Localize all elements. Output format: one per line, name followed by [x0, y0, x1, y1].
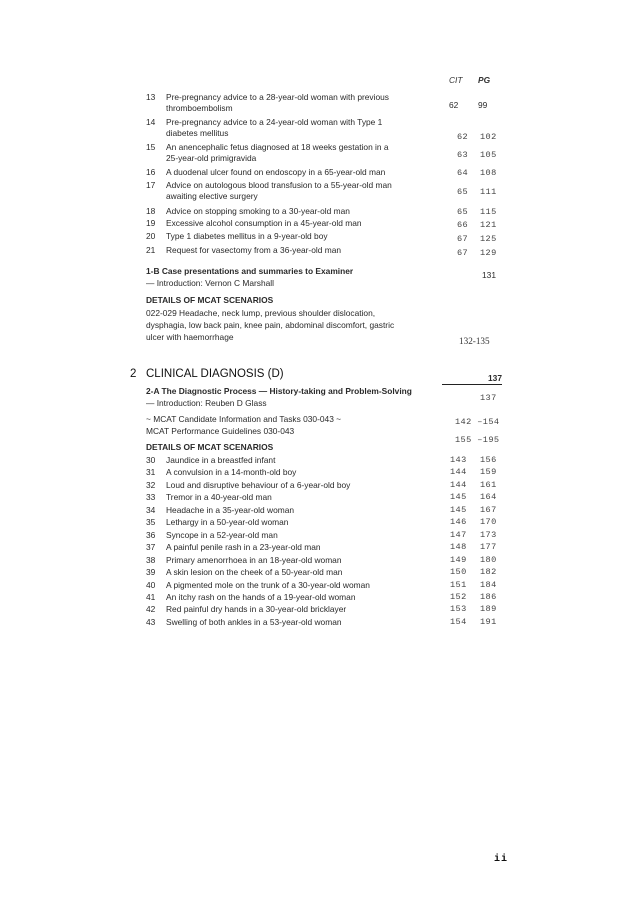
item-number: 38 [146, 554, 156, 565]
item-number: 21 [146, 245, 156, 255]
item-number: 31 [146, 467, 156, 478]
item-title: A painful penile rash in a 23-year-old man [166, 542, 321, 553]
item-number: 43 [146, 616, 156, 627]
item-pg: 105 [480, 150, 497, 160]
item-title-cont: diabetes mellitus [166, 128, 229, 138]
item-cit: 150 [450, 567, 467, 577]
col-header-cit: CIT [449, 75, 463, 85]
item-title-cont: thromboembolism [166, 103, 233, 113]
item-number: 37 [146, 542, 156, 553]
item-title-cont: 25-year-old primigravida [166, 153, 257, 163]
item-pg: 161 [480, 479, 497, 490]
item-cit: 65 [457, 187, 469, 197]
item-cit: 146 [450, 517, 467, 528]
item-title: Tremor in a 40-year-old man [166, 492, 272, 503]
section-title-pg-value: 137 [442, 373, 502, 385]
item-number: 30 [146, 455, 156, 465]
item-cit: 153 [450, 604, 467, 615]
details-pg: 132-135 [459, 336, 490, 346]
item-cit: 67 [457, 248, 469, 258]
item-title: Request for vasectomy from a 36-year-old man [166, 245, 342, 255]
item-pg: 170 [480, 517, 497, 528]
section-number: 2 [130, 368, 137, 380]
item-cit: 144 [450, 479, 467, 490]
item-number: 18 [146, 206, 156, 216]
item-cit: 66 [457, 220, 469, 230]
item-pg: 102 [480, 132, 497, 142]
item-cit: 148 [450, 542, 467, 553]
item-title: Type 1 diabetes mellitus in a 9-year-old boy [166, 231, 328, 241]
item-number: 14 [146, 117, 156, 127]
case-pg: 131 [482, 270, 496, 280]
item-cit: 145 [450, 504, 467, 515]
item-number: 16 [146, 167, 156, 177]
item-cit: 145 [450, 492, 467, 503]
item-cit: 62 [457, 132, 469, 142]
details-heading: DETAILS OF MCAT SCENARIOS [146, 442, 274, 452]
item-title: Headache in a 35-year-old woman [166, 504, 295, 515]
item-cit: 62 [449, 100, 459, 110]
item-title: Advice on stopping smoking to a 30-year-old man [166, 206, 350, 216]
col-header-pg: PG [478, 75, 491, 85]
item-number: 36 [146, 529, 156, 540]
item-pg: 184 [480, 579, 497, 590]
item-number: 17 [146, 180, 156, 190]
item-pg: 182 [480, 567, 497, 577]
item-title: An itchy rash on the hands of a 19-year-old woman [166, 592, 356, 602]
item-cit: 152 [450, 592, 467, 602]
item-pg: 180 [480, 554, 497, 565]
item-cit: 149 [450, 554, 467, 565]
item-title: A pigmented mole on the trunk of a 30-year-old woman [166, 579, 370, 590]
item-number: 33 [146, 492, 156, 503]
mcat-info-line: ~ MCAT Candidate Information and Tasks 030-043 ~ [146, 414, 342, 424]
item-title: Syncope in a 52-year-old man [166, 529, 278, 540]
section-title: CLINICAL DIAGNOSIS (D) [146, 368, 284, 380]
item-title: Jaundice in a breastfed infant [166, 455, 276, 465]
item-pg: 99 [478, 100, 488, 110]
item-pg: 108 [480, 168, 497, 178]
item-cit: 64 [457, 168, 469, 178]
item-title-cont: awaiting elective surgery [166, 191, 258, 201]
item-cit: 154 [450, 616, 467, 627]
item-title: A convulsion in a 14-month-old boy [166, 467, 297, 478]
item-pg: 173 [480, 529, 497, 540]
item-pg: 189 [480, 604, 497, 615]
item-pg: 191 [480, 616, 497, 627]
item-title: Primary amenorrhoea in an 18-year-old woman [166, 554, 342, 565]
item-number: 15 [146, 142, 156, 152]
item-title: Advice on autologous blood transfusion to a 55-year-old man [166, 180, 392, 190]
details-text: ulcer with haemorrhage [146, 332, 234, 342]
item-number: 40 [146, 579, 156, 590]
item-pg: 115 [480, 207, 497, 217]
item-number: 39 [146, 567, 156, 577]
item-number: 19 [146, 218, 156, 228]
item-pg: 125 [480, 234, 497, 244]
item-title: Loud and disruptive behaviour of a 6-year-old boy [166, 479, 351, 490]
item-cit: 63 [457, 150, 469, 160]
item-cit: 143 [450, 455, 467, 465]
item-number: 32 [146, 479, 156, 490]
item-number: 13 [146, 92, 156, 102]
item-pg: 164 [480, 492, 497, 503]
item-title: An anencephalic fetus diagnosed at 18 weeks gestation in a [166, 142, 389, 152]
mcat-guidelines-line: MCAT Performance Guidelines 030-043 [146, 426, 295, 436]
item-cit: 151 [450, 579, 467, 590]
item-cit: 147 [450, 529, 467, 540]
item-number: 41 [146, 592, 156, 602]
case-heading: 1-B Case presentations and summaries to Examiner [146, 266, 354, 276]
item-pg: 186 [480, 592, 497, 602]
sub-pg: 137 [480, 393, 497, 403]
item-cit: 144 [450, 467, 467, 478]
mcat-pg-range: 155 –195 [455, 435, 500, 445]
item-cit: 65 [457, 207, 469, 217]
item-pg: 177 [480, 542, 497, 553]
item-title: Red painful dry hands in a 30-year-old bricklayer [166, 604, 347, 615]
details-text: dysphagia, low back pain, knee pain, abdominal discomfort, gastric [146, 320, 395, 330]
item-pg: 121 [480, 220, 497, 230]
sub-heading: 2-A The Diagnostic Process — History-taking and Problem-Solving [146, 386, 412, 396]
section-title-pg [440, 368, 502, 386]
item-pg: 129 [480, 248, 497, 258]
item-title: Lethargy in a 50-year-old woman [166, 517, 289, 528]
case-intro: — Introduction: Vernon C Marshall [146, 278, 275, 288]
item-number: 34 [146, 504, 156, 515]
item-number: 42 [146, 604, 156, 615]
item-title: Pre-pregnancy advice to a 28-year-old woman with previous [166, 92, 389, 102]
item-cit: 67 [457, 234, 469, 244]
details-text: 022-029 Headache, neck lump, previous shoulder dislocation, [146, 308, 376, 318]
sub-intro: — Introduction: Reuben D Glass [146, 398, 267, 408]
page-number: ii [494, 854, 509, 865]
item-pg: 156 [480, 455, 497, 465]
details-heading: DETAILS OF MCAT SCENARIOS [146, 295, 274, 305]
item-title: A skin lesion on the cheek of a 50-year-old man [166, 567, 343, 577]
item-title: Swelling of both ankles in a 53-year-old woman [166, 616, 342, 627]
item-pg: 111 [480, 187, 497, 197]
item-number: 35 [146, 517, 156, 528]
mcat-pg-range: 142 –154 [455, 417, 500, 427]
item-title: A duodenal ulcer found on endoscopy in a 65-year-old man [166, 167, 386, 177]
item-pg: 167 [480, 504, 497, 515]
item-number: 20 [146, 231, 156, 241]
item-title: Pre-pregnancy advice to a 24-year-old woman with Type 1 [166, 117, 383, 127]
item-title: Excessive alcohol consumption in a 45-year-old man [166, 218, 362, 228]
item-pg: 159 [480, 467, 497, 478]
